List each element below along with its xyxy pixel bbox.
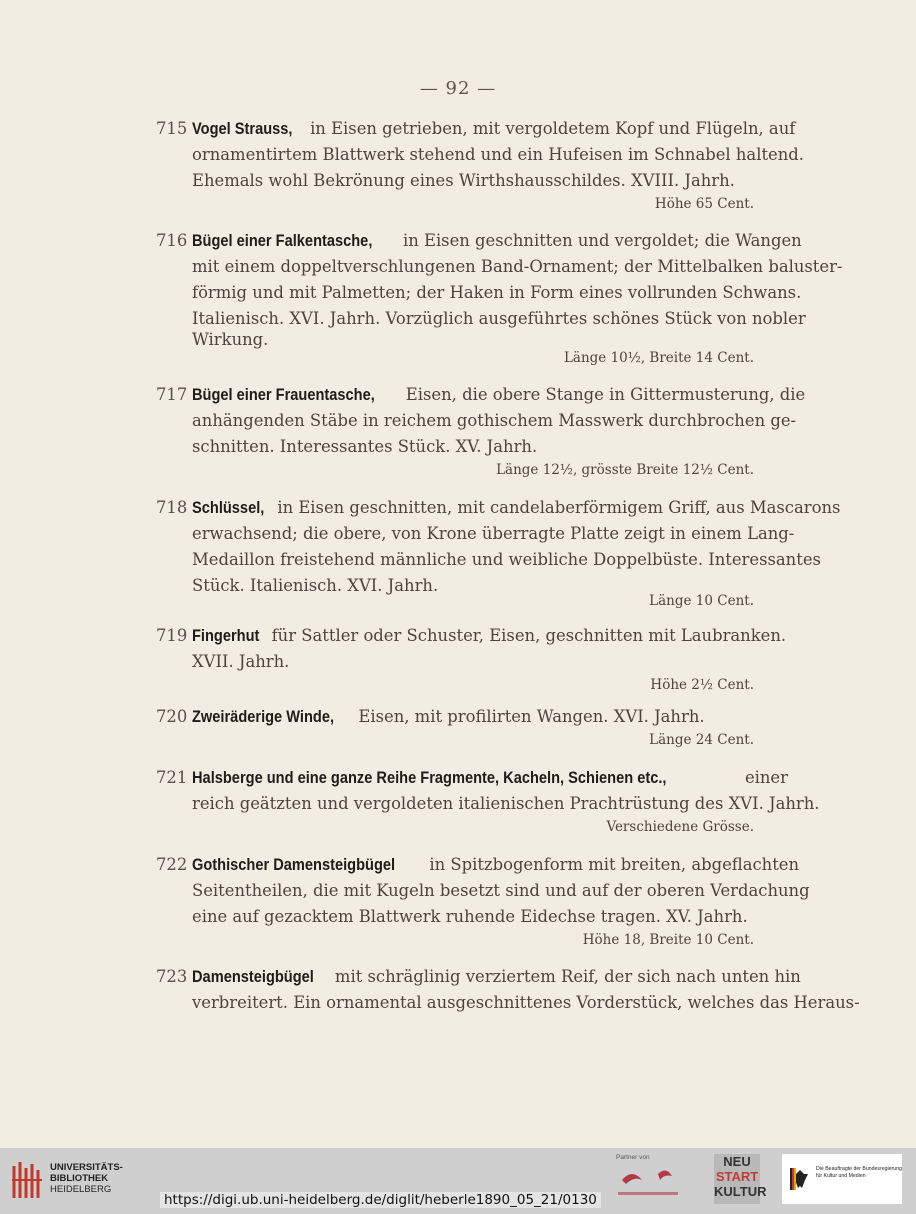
- entry-title: Damensteigbügel: [192, 967, 314, 986]
- catalog-entry-722: [156, 852, 810, 950]
- catalog-entry-721: [156, 765, 820, 837]
- entry-text: einer: [744, 768, 788, 787]
- entry-text: Eisen, die obere Stange in Gittermusterung, die: [405, 385, 806, 404]
- entry-text: in Eisen geschnitten und vergoldet; die Wangen: [402, 231, 802, 250]
- entry-text: Medaillon freistehend männliche und weibliche Doppelbüste. Interessantes: [192, 550, 821, 569]
- neustart-line: START: [715, 1169, 759, 1184]
- entry-dimensions: Höhe 65 Cent.: [654, 196, 754, 212]
- entry-number: 717: [156, 385, 188, 404]
- university-library-logo-icon: [10, 1158, 44, 1202]
- entry-text: anhängenden Stäbe in reichem gothischem Masswerk durchbrochen ge-: [192, 411, 797, 430]
- entry-text: Italienisch. XVI. Jahrh. Vorzüglich ausgeführtes schönes Stück von nobler: [192, 309, 806, 328]
- federal-government-text: [816, 1166, 902, 1180]
- entry-number: 722: [156, 855, 188, 874]
- catalog-entry-719: [156, 623, 787, 695]
- entry-title: Fingerhut: [192, 626, 260, 645]
- entry-text: in Eisen geschnitten, mit candelaberförmigem Griff, aus Mascarons: [277, 498, 841, 517]
- entry-number: 720: [156, 707, 188, 726]
- entry-text: Ehemals wohl Bekrönung eines Wirthshausschildes. XVIII. Jahrh.: [192, 171, 735, 190]
- library-name: [50, 1162, 123, 1195]
- entry-text: mit einem doppeltverschlungenen Band-Ornament; der Mittelbalken baluster-: [192, 257, 843, 276]
- entry-text: Stück. Italienisch. XVI. Jahrh.: [192, 576, 439, 595]
- entry-text: schnitten. Interessantes Stück. XV. Jahrh.: [192, 437, 538, 456]
- federal-eagle-icon: [790, 1168, 810, 1190]
- permalink-url[interactable]: https://digi.ub.uni-heidelberg.de/diglit/heberle1890_05_21/0130: [160, 1192, 601, 1208]
- entry-title: Bügel einer Falkentasche,: [192, 231, 373, 250]
- catalog-entry-718: [156, 495, 841, 611]
- federal-government-logo: [782, 1154, 902, 1204]
- entry-dimensions: Länge 10½, Breite 14 Cent.: [563, 350, 754, 366]
- federal-government-line: Die Beauftragte der Bundesregierung: [816, 1166, 902, 1172]
- entry-text: förmig und mit Palmetten; der Haken in Form eines vollrunden Schwans.: [192, 283, 802, 302]
- entry-number: 718: [156, 498, 188, 517]
- neustart-kultur-logo: [714, 1154, 767, 1204]
- library-name-line: UNIVERSITÄTS-: [50, 1162, 123, 1173]
- entry-text: ornamentirtem Blattwerk stehend und ein Hufeisen im Schnabel haltend.: [192, 145, 804, 164]
- neustart-line: KULTUR: [714, 1184, 767, 1199]
- entry-number: 723: [156, 967, 188, 986]
- entry-title: Halsberge und eine ganze Reihe Fragmente, Kacheln, Schienen etc.,: [192, 768, 667, 787]
- entry-number: 719: [156, 626, 188, 645]
- entry-text: Seitentheilen, die mit Kugeln besetzt sind und auf der oberen Verdachung: [192, 881, 810, 900]
- entry-dimensions: Verschiedene Grösse.: [606, 819, 754, 835]
- entry-text: mit schräglinig verziertem Reif, der sich nach unten hin: [334, 967, 801, 986]
- entry-dimensions: Höhe 2½ Cent.: [650, 677, 754, 693]
- entry-text: reich geätzten und vergoldeten italienischen Prachtrüstung des XVI. Jahrh.: [192, 794, 820, 813]
- entry-number: 715: [156, 119, 188, 138]
- library-name-line: HEIDELBERG: [50, 1184, 112, 1195]
- neustart-line: NEU: [723, 1154, 751, 1169]
- entry-text: für Sattler oder Schuster, Eisen, geschnitten mit Laubranken.: [271, 626, 787, 645]
- entry-text: in Spitzbogenform mit breiten, abgeflachten: [429, 855, 800, 874]
- entry-text: verbreitert. Ein ornamental ausgeschnittenes Vorderstück, welches das Heraus-: [192, 993, 860, 1012]
- catalog-entry-723: [156, 964, 860, 1016]
- entry-text: in Eisen getrieben, mit vergoldetem Kopf und Flügeln, auf: [310, 119, 796, 138]
- entry-title: Schlüssel,: [192, 498, 265, 517]
- entry-title: Gothischer Damensteigbügel: [192, 855, 396, 874]
- entry-text: erwachsend; die obere, von Krone überragte Platte zeigt in einem Lang-: [192, 524, 795, 543]
- entry-title: Vogel Strauss,: [192, 119, 293, 138]
- catalog-entry-716: [156, 228, 843, 368]
- entry-dimensions: Länge 10 Cent.: [649, 593, 754, 609]
- digital-library-partner-logo-icon: [612, 1162, 700, 1202]
- entry-text: XVII. Jahrh.: [192, 652, 290, 671]
- catalog-entry-715: [156, 116, 804, 214]
- viewer-footer: [0, 1148, 916, 1214]
- page-number: — 92 —: [419, 78, 497, 99]
- library-name-line: BIBLIOTHEK: [50, 1173, 109, 1184]
- catalog-entry-720: [156, 704, 784, 750]
- entry-title: Zweiräderige Winde,: [192, 707, 335, 726]
- entry-dimensions: Höhe 18, Breite 10 Cent.: [582, 932, 754, 948]
- catalog-entry-717: [156, 382, 806, 480]
- entry-dimensions: Länge 24 Cent.: [649, 732, 754, 748]
- partner-label: Partner von: [616, 1154, 650, 1161]
- entry-title: Bügel einer Frauentasche,: [192, 385, 375, 404]
- entry-number: 721: [156, 768, 188, 787]
- entry-text: eine auf gezacktem Blattwerk ruhende Eidechse tragen. XV. Jahrh.: [192, 907, 748, 926]
- federal-government-line: für Kultur und Medien: [816, 1173, 866, 1179]
- entry-text: Wirkung.: [192, 330, 269, 349]
- entry-dimensions: Länge 12½, grösste Breite 12½ Cent.: [496, 462, 754, 478]
- entry-text: Eisen, mit profilirten Wangen. XVI. Jahrh.: [358, 707, 705, 726]
- entry-number: 716: [156, 231, 188, 250]
